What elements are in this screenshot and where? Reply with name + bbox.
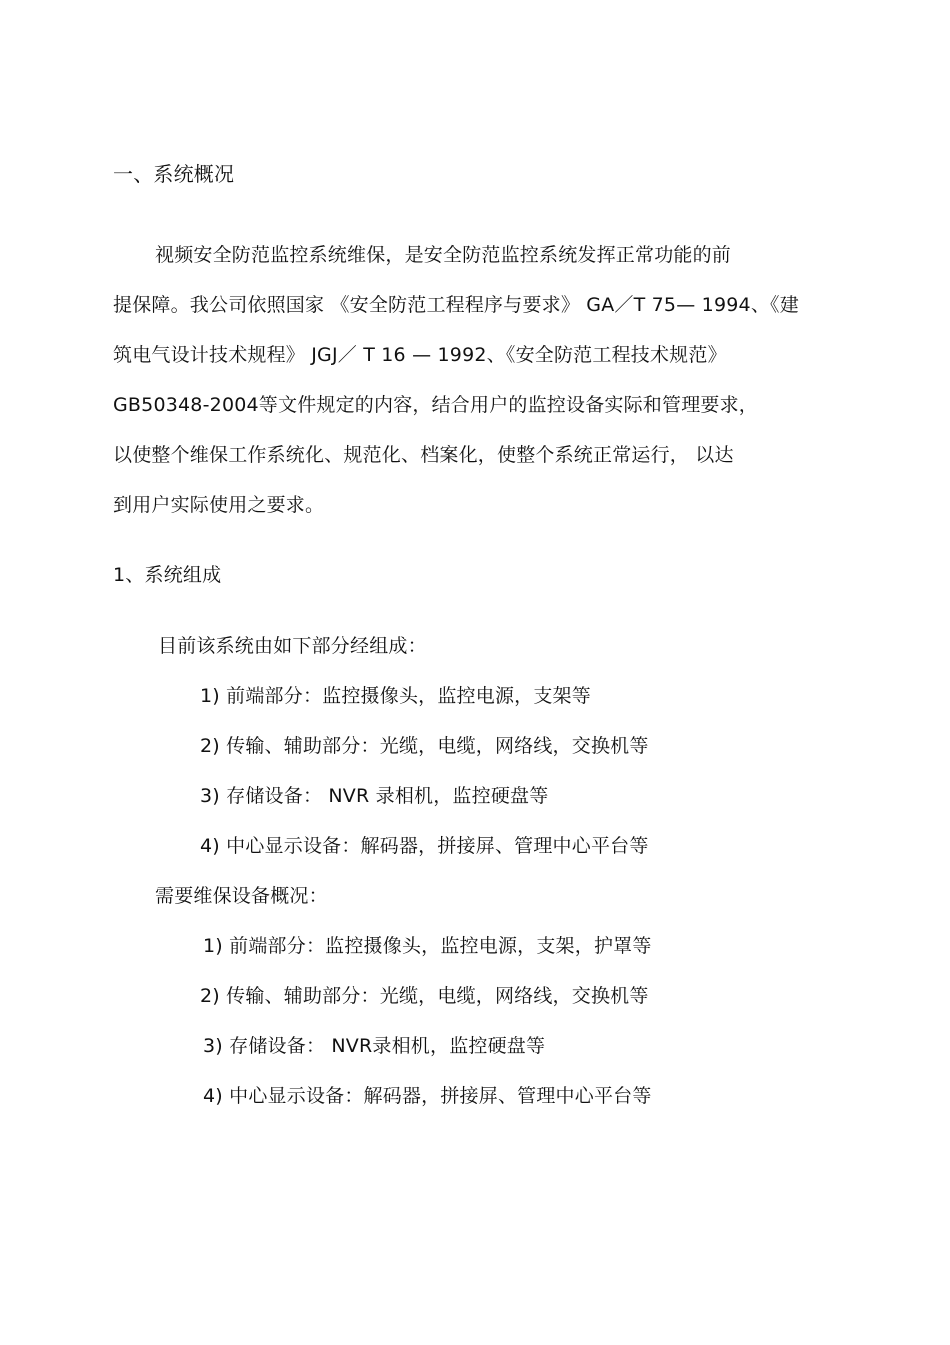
list-item: 4) 中心显示设备：解码器，拼接屏、管理中心平台等: [203, 1085, 652, 1107]
paragraph-line: 以使整个维保工作系统化、规范化、档案化，使整个系统正常运行， 以达: [113, 444, 734, 466]
list-item: 2) 传输、辅助部分：光缆，电缆，网络线，交换机等: [200, 735, 649, 757]
list-item: 3) 存储设备： NVR录相机，监控硬盘等: [203, 1035, 546, 1057]
paragraph-line: GB50348-2004等文件规定的内容，结合用户的监控设备实际和管理要求，: [113, 394, 759, 416]
maintenance-intro: 需要维保设备概况：: [155, 885, 328, 907]
paragraph-line: 提保障。我公司依照国家 《安全防范工程程序与要求》 GA／T 75— 1994、《建: [113, 294, 799, 316]
composition-intro: 目前该系统由如下部分经组成：: [158, 635, 427, 657]
list-item: 3) 存储设备： NVR 录相机，监控硬盘等: [200, 785, 549, 807]
list-item: 1) 前端部分：监控摄像头，监控电源，支架等: [200, 685, 591, 707]
list-item: 1) 前端部分：监控摄像头，监控电源，支架，护罩等: [203, 935, 652, 957]
list-item: 4) 中心显示设备：解码器，拼接屏、管理中心平台等: [200, 835, 649, 857]
list-item: 2) 传输、辅助部分：光缆，电缆，网络线，交换机等: [200, 985, 649, 1007]
subsection-title: 1、系统组成: [113, 564, 222, 586]
section-title: 一、系统概况: [113, 162, 235, 186]
paragraph-line: 视频安全防范监控系统维保，是安全防范监控系统发挥正常功能的前: [155, 244, 732, 266]
paragraph-line: 筑电气设计技术规程》 JGJ／ T 16 — 1992、《安全防范工程技术规范》: [113, 344, 727, 366]
paragraph-line: 到用户实际使用之要求。: [113, 494, 325, 516]
